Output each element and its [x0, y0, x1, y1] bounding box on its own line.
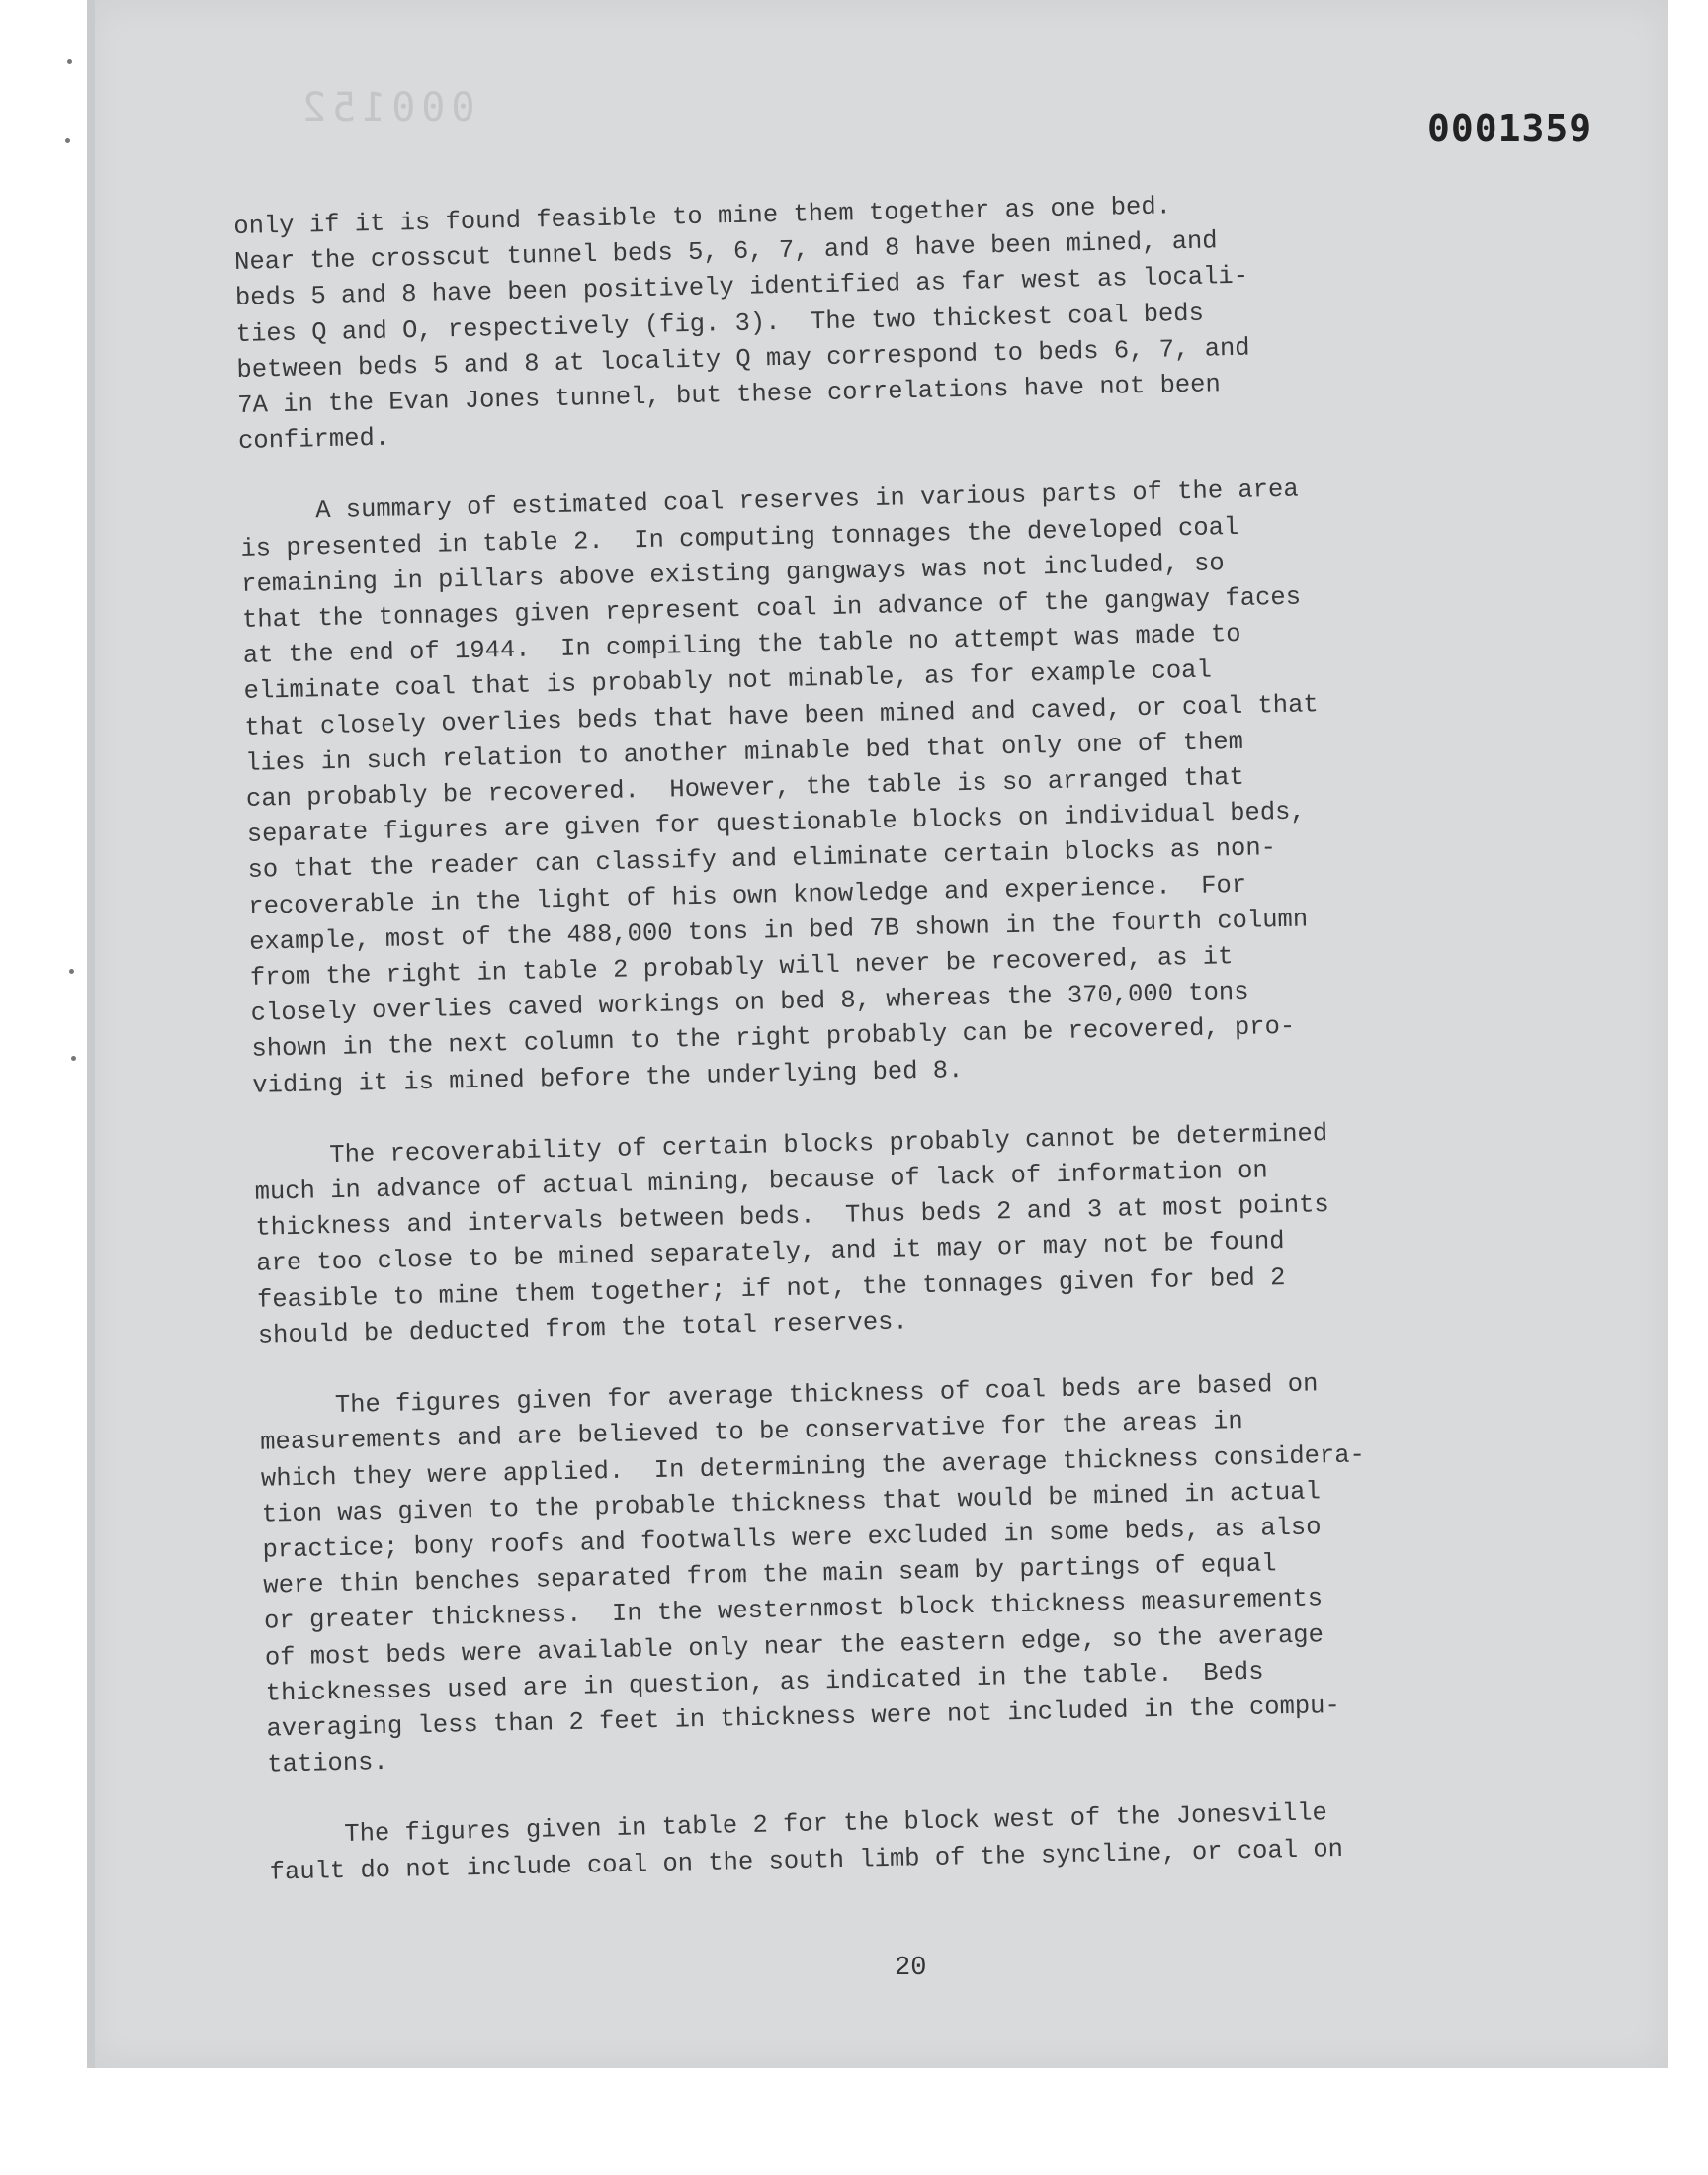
paragraph: only if it is found feasible to mine them together as one bed. Near the crosscut tunnel beds 5, 6, 7, and 8 have been mined, and beds 5 and 8 have been positively identified as far west as locali- ties Q and O, respectively (fig. 3). The two thickest coal beds between beds 5 and 8 at locality Q may correspond to beds 6, 7, and 7A in the Evan Jones tunnel, but these correlations have not been confirmed.	[233, 192, 1250, 457]
scan-speck	[69, 969, 74, 974]
paragraph: A summary of estimated coal reserves in various parts of the area is presented in table 2. In computing tonnages the developed coal remaining in pillars above existing gangways was not included, so that the tonnages given represent coal in advance of the gangway faces at the end of 1944. In compiling the table no attempt was made to eliminate coal that is probably not minable, as for example coal that closely overlies beds that have been mined and caved, or coal that lies in such relation to another minable bed that only one of them can probably be recovered. However, the table is so arranged that separate figures are given for questionable blocks on individual beds, so that the reader can classify and eliminate certain blocks as non- recoverable in the light of his own knowledge and experience. For example, most of the 488,000 tons in bed 7B shown in the fourth column from the right in table 2 probably will never be recovered, as it closely overlies caved workings on bed 8, whereas the 370,000 tons shown in the next column to the right probably can be recovered, pro- viding it is mined before the underlying bed 8.	[239, 475, 1319, 1100]
body-text	[233, 183, 1496, 1926]
bleed-through-mark: 000152	[297, 85, 475, 130]
document-number: 0001359	[1427, 107, 1593, 150]
scan-speck	[65, 138, 70, 143]
scan-speck	[67, 59, 72, 64]
page-number: 20	[895, 1954, 927, 1983]
paragraph: The figures given for average thickness of coal beds are based on measurements and are believed to be conservative for the areas in which they were applied. In determining the average thickness considera- tion was given to the probable thickness that would be mined in actual practice; bony roofs and footwalls were excluded in some beds, as also were thin benches separated from the main seam by partings of equal or greater thickness. In the westernmost block thickness measurements of most beds were available only near the eastern edge, so the average thicknesses used are in question, as indicated in the table. Beds averaging less than 2 feet in thickness were not included in the compu- tations.	[259, 1369, 1366, 1780]
paragraph: The recoverability of certain blocks probably cannot be determined much in advance of actual mining, because of lack of information on thickness and intervals between beds. Thus beds 2 and 3 at most points are too close to be mined separately, and it may or may not be found feasible to mine them together; if not, the tonnages given for bed 2 should be deducted from the total reserves.	[253, 1118, 1330, 1350]
paragraph: The figures given in table 2 for the block west of the Jonesville fault do not include coal on the south limb of the syncline, or coal on	[268, 1798, 1344, 1887]
scan-speck	[71, 1056, 76, 1061]
page-edge	[87, 0, 95, 2068]
